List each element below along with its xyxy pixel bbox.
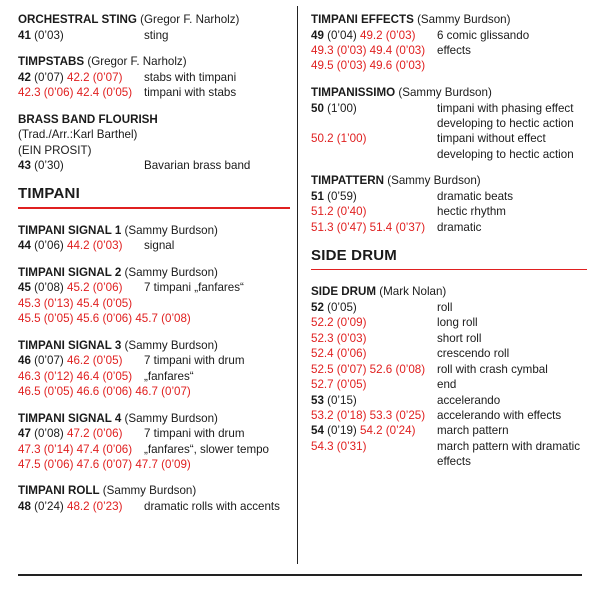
track-numbers	[311, 377, 437, 392]
track-row	[311, 300, 587, 315]
track-number: 52.3	[311, 331, 334, 345]
track-time: (0’13)	[40, 296, 77, 310]
section-title-timpani: TIMPANI	[18, 185, 80, 203]
column-divider	[297, 6, 298, 564]
track-row	[311, 189, 587, 204]
entry-title-line	[18, 265, 290, 281]
track-number: 47.6	[76, 458, 100, 472]
track-row	[311, 28, 587, 43]
track-number: 46.2	[67, 354, 90, 368]
track-number: 49.4	[369, 44, 393, 58]
track-numbers	[311, 58, 437, 73]
track-time: (0’07)	[333, 362, 370, 376]
track-number: 48.2	[67, 500, 90, 514]
track-entry	[311, 12, 587, 74]
track-row	[18, 280, 290, 295]
track-description: march pattern with dramatic effects	[437, 439, 581, 469]
entry-credit: (Gregor F. Narholz)	[136, 13, 240, 26]
track-time: (0’24)	[30, 500, 67, 514]
track-entry	[18, 483, 290, 514]
track-time: (1’00)	[323, 101, 357, 115]
track-time: (0’30)	[30, 158, 64, 172]
track-time: (0’03)	[333, 59, 370, 73]
entry-title-line	[18, 223, 290, 239]
track-description: signal	[144, 239, 175, 253]
track-number: 52.6	[369, 362, 393, 376]
track-numbers	[311, 315, 437, 330]
track-number: 54.3	[311, 439, 334, 453]
entry-title-line	[18, 483, 290, 499]
track-row	[311, 220, 587, 235]
entry-credit: (Sammy Burdson)	[121, 223, 218, 237]
track-number: 45.6	[76, 312, 100, 326]
entry-title-line	[311, 12, 587, 28]
track-description: march pattern	[437, 424, 509, 438]
track-numbers	[311, 393, 437, 408]
section-rule-timpani	[18, 207, 290, 209]
track-time: (0’19)	[323, 424, 360, 438]
track-description: dramatic	[437, 220, 482, 234]
track-description: timpani with stabs	[144, 86, 237, 100]
track-number: 48	[18, 500, 31, 514]
track-row	[311, 331, 587, 346]
track-entry	[18, 223, 290, 254]
entry-credit: (Sammy Burdson)	[384, 174, 481, 188]
track-row	[311, 362, 587, 377]
track-numbers	[18, 158, 144, 173]
entry-title: TIMPANI SIGNAL 2	[18, 265, 122, 279]
track-time: (0’47)	[333, 220, 370, 234]
track-entry	[18, 112, 290, 174]
timpani-blocks	[18, 223, 290, 515]
track-time: (0’03)	[333, 44, 370, 58]
track-numbers	[18, 296, 144, 311]
track-time: (0’03)	[333, 331, 367, 345]
track-entry	[311, 173, 587, 235]
track-time: (0’08)	[157, 312, 191, 326]
track-row	[311, 315, 587, 330]
track-numbers	[311, 43, 437, 58]
track-description: end	[437, 378, 457, 392]
entry-credit: (Sammy Burdson)	[99, 484, 197, 498]
track-number: 51.3	[311, 220, 334, 234]
track-time: (0’03)	[382, 28, 416, 42]
track-number: 46.4	[76, 369, 100, 383]
track-row	[18, 369, 290, 384]
track-time: (0’04)	[323, 28, 360, 42]
entry-title-line	[311, 284, 587, 300]
entry-title-line	[18, 12, 290, 28]
left-column	[18, 12, 290, 525]
track-numbers	[18, 499, 144, 514]
track-number: 53.3	[369, 408, 393, 422]
entry-title: TIMPANI EFFECTS	[311, 13, 414, 26]
track-row	[311, 408, 587, 423]
entry-title-line	[18, 338, 290, 354]
track-number: 51.2	[311, 205, 334, 219]
track-numbers	[311, 189, 437, 204]
entry-credit: (Trad./Arr.:Karl Barthel)	[18, 128, 138, 142]
track-entry	[18, 338, 290, 400]
track-number: 47.5	[18, 458, 41, 472]
entry-title-line	[311, 85, 587, 101]
track-time: (0’08)	[392, 362, 426, 376]
track-numbers	[311, 423, 437, 438]
track-entry	[18, 265, 290, 327]
track-time: (0’06)	[30, 239, 67, 253]
track-description: effects	[437, 44, 471, 58]
track-time: (0’14)	[40, 442, 77, 456]
track-row	[18, 85, 290, 100]
track-number: 45.4	[76, 296, 100, 310]
track-entry	[311, 284, 587, 469]
track-number: 52.5	[311, 362, 334, 376]
track-numbers	[18, 457, 191, 472]
track-numbers	[18, 369, 144, 384]
track-number: 51.4	[369, 220, 393, 234]
track-time: (0’07)	[30, 354, 67, 368]
track-number: 52.7	[311, 378, 334, 392]
track-number: 53	[311, 393, 324, 407]
track-description: 7 timpani with drum	[144, 354, 245, 368]
track-time: (0’06)	[89, 281, 123, 295]
track-number: 51	[311, 189, 324, 203]
track-number: 45.7	[135, 312, 158, 326]
track-numbers	[311, 346, 437, 361]
track-time: (0’59)	[323, 189, 357, 203]
track-time: (0’12)	[40, 369, 77, 383]
track-time: (0’18)	[333, 408, 370, 422]
track-number: 42.3	[18, 86, 41, 100]
track-numbers	[311, 331, 437, 346]
entry-title-line	[311, 173, 587, 189]
entry-title: TIMPANISSIMO	[311, 85, 396, 99]
track-description: „fanfares“, slower tempo	[144, 442, 270, 456]
track-description: 6 comic glissando	[437, 28, 530, 42]
left-top-blocks	[18, 12, 290, 173]
entry-title: ORCHESTRAL STING	[18, 13, 137, 26]
track-number: 49.5	[311, 59, 334, 73]
entry-credit: (Gregor F. Narholz)	[84, 55, 187, 69]
track-row	[18, 457, 290, 472]
entry-title: TIMPANI ROLL	[18, 484, 100, 498]
track-number: 49.6	[369, 59, 393, 73]
track-number: 50	[311, 101, 324, 115]
track-row	[18, 70, 290, 85]
right-top-blocks	[311, 12, 587, 235]
track-time: (0’05)	[99, 86, 133, 100]
track-number: 45	[18, 281, 31, 295]
track-time: (0’07)	[89, 70, 123, 84]
track-numbers	[18, 426, 144, 441]
track-description: sting	[144, 28, 169, 42]
track-time: (1’00)	[333, 132, 367, 146]
track-entry	[18, 411, 290, 473]
section-header-timpani	[18, 184, 290, 208]
track-time: (0’15)	[323, 393, 357, 407]
track-row	[311, 377, 587, 392]
track-row	[311, 439, 587, 470]
track-row	[311, 393, 587, 408]
entry-title: BRASS BAND FLOURISH	[18, 112, 158, 126]
bottom-rule	[18, 574, 582, 576]
track-number: 47.2	[67, 427, 90, 441]
track-numbers	[18, 238, 144, 253]
track-description: long roll	[437, 316, 478, 330]
track-time: (0’31)	[333, 439, 367, 453]
track-time: (0’03)	[392, 44, 426, 58]
track-numbers	[18, 311, 191, 326]
track-numbers	[18, 28, 144, 43]
track-row	[18, 238, 290, 253]
track-numbers	[18, 384, 191, 399]
track-numbers	[311, 101, 437, 116]
track-numbers	[18, 85, 144, 100]
track-number: 54.2	[360, 424, 383, 438]
track-number: 45.3	[18, 296, 41, 310]
track-numbers	[311, 408, 437, 423]
track-number: 47.3	[18, 442, 41, 456]
track-description: timpani without effect developing to hectic action	[437, 132, 574, 161]
track-description: dramatic beats	[437, 189, 514, 203]
entry-credit: (Sammy Burdson)	[395, 85, 492, 99]
track-number: 44	[18, 239, 31, 253]
track-time: (0’05)	[323, 301, 357, 315]
track-time: (0’06)	[99, 442, 133, 456]
track-numbers	[311, 362, 437, 377]
track-number: 42.2	[67, 70, 90, 84]
track-time: (0’24)	[382, 424, 416, 438]
track-description: accelerando	[437, 393, 501, 407]
track-time: (0’06)	[40, 86, 77, 100]
track-row	[311, 131, 587, 162]
track-time: (0’03)	[30, 28, 64, 42]
track-description: roll with crash cymbal	[437, 362, 548, 376]
track-number: 42	[18, 70, 31, 84]
entry-title: TIMPATTERN	[311, 174, 384, 188]
track-number: 44.2	[67, 239, 90, 253]
track-row	[311, 204, 587, 219]
entry-title-line	[18, 411, 290, 427]
track-description: stabs with timpani	[144, 70, 237, 84]
track-numbers	[18, 442, 144, 457]
track-row	[18, 28, 290, 43]
track-time: (0’05)	[40, 312, 77, 326]
track-row	[311, 58, 587, 73]
track-description: Bavarian brass band	[144, 158, 251, 172]
track-row	[18, 499, 290, 514]
track-description: hectic rhythm	[437, 205, 506, 219]
track-number: 49	[311, 28, 324, 42]
track-time: (0’08)	[30, 427, 67, 441]
track-number: 52.4	[311, 347, 334, 361]
track-numbers	[311, 220, 437, 235]
track-number: 53.2	[311, 408, 334, 422]
track-description: „fanfares“	[144, 369, 194, 383]
track-number: 46.7	[135, 385, 158, 399]
track-number: 46.5	[18, 385, 41, 399]
track-time: (0’06)	[89, 427, 123, 441]
track-description: short roll	[437, 331, 482, 345]
entry-credit: (Sammy Burdson)	[121, 411, 218, 425]
track-row	[18, 296, 290, 311]
entry-credit: (EIN PROSIT)	[18, 143, 92, 157]
track-number: 52.2	[311, 316, 334, 330]
entry-credit: (Sammy Burdson)	[121, 338, 218, 352]
track-row	[18, 426, 290, 441]
track-numbers	[311, 300, 437, 315]
track-row	[311, 101, 587, 132]
track-entry	[18, 12, 290, 43]
track-number: 49.2	[360, 28, 383, 42]
track-description: roll	[437, 301, 453, 315]
track-description: crescendo roll	[437, 347, 510, 361]
track-time: (0’07)	[30, 70, 67, 84]
track-description: dramatic rolls with accents	[144, 500, 280, 514]
track-time: (0’06)	[333, 347, 367, 361]
section-title-side-drum: SIDE DRUM	[311, 246, 397, 264]
track-numbers	[18, 70, 144, 85]
track-numbers	[311, 28, 437, 43]
track-time: (0’05)	[99, 369, 133, 383]
track-time: (0’25)	[392, 408, 426, 422]
entry-title-line	[18, 112, 290, 128]
right-column	[311, 12, 587, 481]
entry-title: TIMPSTABS	[18, 55, 85, 69]
track-number: 46.3	[18, 369, 41, 383]
entry-title: SIDE DRUM	[311, 285, 377, 299]
track-description: timpani with phasing effect developing to hectic action	[437, 101, 574, 130]
track-number: 47.4	[76, 442, 100, 456]
track-time: (0’05)	[89, 354, 123, 368]
track-number: 42.4	[76, 86, 100, 100]
entry-title-line	[18, 54, 290, 70]
track-number: 41	[18, 28, 31, 42]
side-drum-blocks	[311, 284, 587, 469]
track-entry	[18, 54, 290, 100]
track-row	[18, 158, 290, 173]
track-numbers	[311, 439, 437, 454]
track-number: 46	[18, 354, 31, 368]
track-description: accelerando with effects	[437, 408, 562, 422]
track-time: (0’03)	[392, 59, 426, 73]
track-numbers	[311, 204, 437, 219]
track-number: 54	[311, 424, 324, 438]
entry-title: TIMPANI SIGNAL 3	[18, 338, 122, 352]
track-row	[311, 43, 587, 58]
track-number: 52	[311, 301, 324, 315]
track-row	[18, 442, 290, 457]
track-number: 45.2	[67, 281, 90, 295]
track-time: (0’06)	[99, 385, 136, 399]
track-description: 7 timpani with drum	[144, 427, 245, 441]
section-header-side-drum	[311, 246, 587, 270]
track-time: (0’40)	[333, 205, 367, 219]
track-time: (0’06)	[99, 312, 136, 326]
track-number: 46.6	[76, 385, 100, 399]
track-time: (0’09)	[333, 316, 367, 330]
track-time: (0’09)	[157, 458, 191, 472]
track-entry	[311, 85, 587, 162]
track-time: (0’05)	[99, 296, 133, 310]
section-rule-side-drum	[311, 269, 587, 271]
entry-credit: (Sammy Burdson)	[121, 265, 218, 279]
track-time: (0’03)	[89, 239, 123, 253]
track-number: 49.3	[311, 44, 334, 58]
track-number: 43	[18, 158, 31, 172]
track-description: 7 timpani „fanfares“	[144, 281, 244, 295]
track-row	[18, 311, 290, 326]
entry-title: TIMPANI SIGNAL 1	[18, 223, 122, 237]
track-numbers	[18, 353, 144, 368]
track-row	[311, 423, 587, 438]
track-time: (0’06)	[40, 458, 77, 472]
entry-credit: (Mark Nolan)	[376, 285, 447, 299]
track-numbers	[18, 280, 144, 295]
track-number: 45.5	[18, 312, 41, 326]
track-time: (0’08)	[30, 281, 67, 295]
track-time: (0’37)	[392, 220, 426, 234]
track-number: 47.7	[135, 458, 158, 472]
track-row	[311, 346, 587, 361]
track-time: (0’07)	[99, 458, 136, 472]
track-time: (0’05)	[40, 385, 77, 399]
track-row	[18, 384, 290, 399]
track-number: 50.2	[311, 132, 334, 146]
entry-title: TIMPANI SIGNAL 4	[18, 411, 122, 425]
track-number: 47	[18, 427, 31, 441]
track-time: (0’05)	[333, 378, 367, 392]
track-time: (0’23)	[89, 500, 123, 514]
track-time: (0’07)	[157, 385, 191, 399]
track-numbers	[311, 131, 437, 146]
track-row	[18, 353, 290, 368]
entry-credit: (Sammy Burdson)	[413, 13, 511, 26]
